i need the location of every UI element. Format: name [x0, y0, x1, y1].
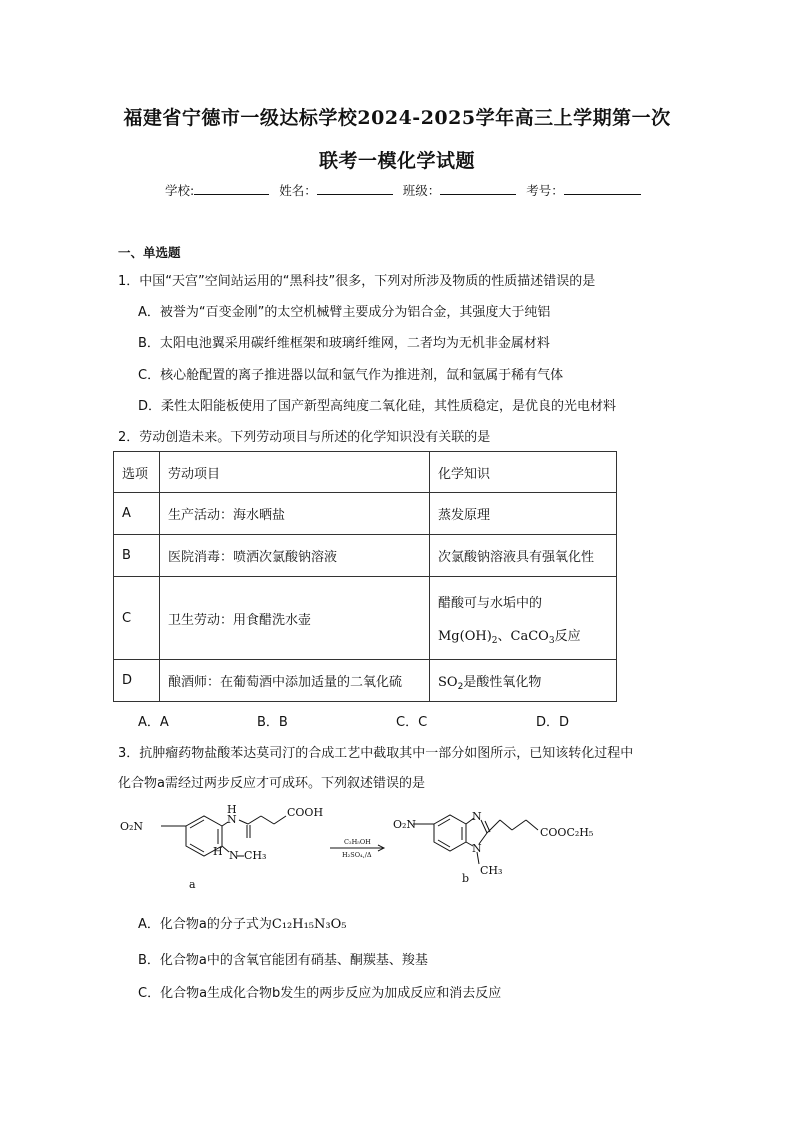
chain-bond — [500, 820, 512, 830]
compound-a-label: a — [189, 878, 196, 891]
imidazole-n-top-label: N — [472, 810, 482, 823]
class-field — [403, 181, 517, 199]
formula-part: 反应 — [554, 629, 581, 644]
table-header-row — [114, 452, 617, 493]
ring-bond — [438, 840, 450, 847]
exam-number-blank[interactable] — [564, 181, 641, 195]
imidazole-bond — [481, 820, 487, 833]
reagent-acid-heat: H₂SO₄,/Δ — [342, 851, 372, 859]
knowledge-line2 — [438, 625, 608, 644]
reagent-ethanol: C₂H₅OH — [344, 838, 371, 846]
nitro-group-label-b: O₂N — [393, 818, 417, 831]
carboxyl-label: COOH — [287, 806, 324, 819]
school-blank[interactable] — [194, 181, 269, 195]
name-blank[interactable] — [317, 181, 393, 195]
school-label: 学校: — [165, 183, 195, 198]
q1-stem: 1．中国“天宫”空间站运用的“黑科技”很多，下列对所涉及物质的性质描述错误的是 — [118, 274, 596, 289]
name-field — [279, 181, 393, 199]
chain-bond — [512, 820, 526, 830]
q2-answer-a: A．A — [138, 715, 169, 730]
q2-answer-d: D．D — [536, 715, 570, 730]
q2-table — [113, 451, 617, 702]
formula-part: Mg(OH) — [438, 629, 492, 644]
methylamino-bond — [222, 846, 229, 852]
name-label: 姓名： — [279, 183, 317, 198]
formula-part: 、CaCO — [497, 629, 549, 644]
exam-number-label: 考号： — [526, 183, 564, 198]
table-row — [114, 493, 617, 535]
class-blank[interactable] — [440, 181, 516, 195]
formula-part: 是酸性氧化物 — [463, 675, 542, 690]
cell-option: C — [114, 577, 160, 660]
cell-knowledge — [430, 577, 617, 660]
q3-stem-line1: 3．抗肿瘤药物盐酸苯达莫司汀的合成工艺中截取其中一部分如图所示，已知该转化过程中 — [118, 746, 634, 761]
methylamino-n-label: N — [229, 849, 239, 862]
student-info-row — [165, 181, 645, 199]
formula-part: SO — [438, 675, 458, 690]
table-row — [114, 660, 617, 702]
methyl-label-b: CH₃ — [480, 864, 503, 877]
subscript: 2 — [457, 682, 464, 692]
ring-bond — [190, 844, 204, 852]
reaction-scheme — [116, 796, 676, 896]
exam-title-line1: 福建省宁德市一级达标学校2024-2025学年高三上学期第一次 — [123, 107, 671, 129]
cell-project: 酿酒师：在葡萄酒中添加适量的二氧化硫 — [160, 660, 430, 702]
ester-label: COOC₂H₅ — [540, 826, 594, 839]
q3-stem-line2: 化合物a需经过两步反应才可成环。下列叙述错误的是 — [118, 776, 425, 791]
nitro-group-label: O₂N — [120, 820, 144, 833]
q1-option-b: B．太阳电池翼采用碳纤维框架和玻璃纤维网，二者均为无机非金属材料 — [138, 336, 550, 351]
chain-bond — [261, 816, 274, 824]
header-cell-project: 劳动项目 — [160, 452, 430, 493]
q1-option-c: C．核心舱配置的离子推进器以氙和氩气作为推进剂，氙和氩属于稀有气体 — [138, 368, 564, 383]
subscript: 2 — [491, 636, 498, 646]
chain-bond — [248, 816, 261, 824]
compound-a-structure — [161, 816, 286, 856]
amide-h-label: H — [227, 803, 237, 816]
cell-project: 医院消毒：喷洒次氯酸钠溶液 — [160, 535, 430, 577]
q3-option-b: B．化合物a中的含氧官能团有硝基、酮羰基、羧基 — [138, 953, 428, 968]
amide-n-label: N — [227, 813, 237, 826]
cell-option: A — [114, 493, 160, 535]
subscript: 3 — [548, 636, 555, 646]
q2-stem: 2．劳动创造未来。下列劳动项目与所述的化学知识没有关联的是 — [118, 430, 491, 445]
cell-option: B — [114, 535, 160, 577]
ring-bond — [438, 819, 450, 826]
chain-bond — [274, 816, 286, 824]
header-cell-knowledge: 化学知识 — [430, 452, 617, 493]
q3-option-c: C．化合物a生成化合物b发生的两步反应为加成反应和消去反应 — [138, 986, 502, 1001]
knowledge-line1: 醋酸可与水垢中的 — [438, 596, 543, 611]
exam-number-field — [526, 181, 641, 199]
cell-knowledge — [430, 660, 617, 702]
ring-bond — [190, 820, 204, 828]
class-label: 班级： — [402, 183, 441, 198]
q1-option-a: A．被誉为“百变金刚”的太空机械臂主要成分为铝合金，其强度大于纯铝 — [138, 305, 551, 320]
benzene-ring-b — [434, 815, 466, 851]
q1-option-d: D．柔性太阳能板使用了国产新型高纯度二氧化硅，其性质稳定，是优良的光电材料 — [138, 399, 617, 414]
cell-project: 生产活动：海水晒盐 — [160, 493, 430, 535]
compound-b-label: b — [462, 872, 470, 885]
table-row — [114, 535, 617, 577]
chain-bond — [487, 820, 500, 833]
cell-project: 卫生劳动：用食醋洗水壶 — [160, 577, 430, 660]
chain-bond — [239, 820, 248, 824]
cell-knowledge: 蒸发原理 — [430, 493, 617, 535]
q3-option-a — [138, 913, 346, 932]
q2-answer-b: B．B — [257, 715, 288, 730]
school-field — [165, 181, 269, 199]
methyl-label: CH₃ — [244, 849, 267, 862]
chain-bond — [526, 820, 538, 830]
section-heading: 一、单选题 — [118, 245, 181, 260]
cell-option: D — [114, 660, 160, 702]
q2-answer-c: C．C — [396, 715, 428, 730]
table-row — [114, 577, 617, 660]
cell-knowledge: 次氯酸钠溶液具有强氧化性 — [430, 535, 617, 577]
q3-option-a-text: A．化合物a的分子式为 — [138, 917, 272, 932]
header-cell-option: 选项 — [114, 452, 160, 493]
q3-option-a-formula: C₁₂H₁₅N₃O₅ — [271, 917, 347, 932]
imidazole-n-bottom-label: N — [472, 842, 482, 855]
methylamino-h-label: H — [213, 845, 223, 858]
exam-title-line2: 联考一模化学试题 — [318, 150, 475, 172]
